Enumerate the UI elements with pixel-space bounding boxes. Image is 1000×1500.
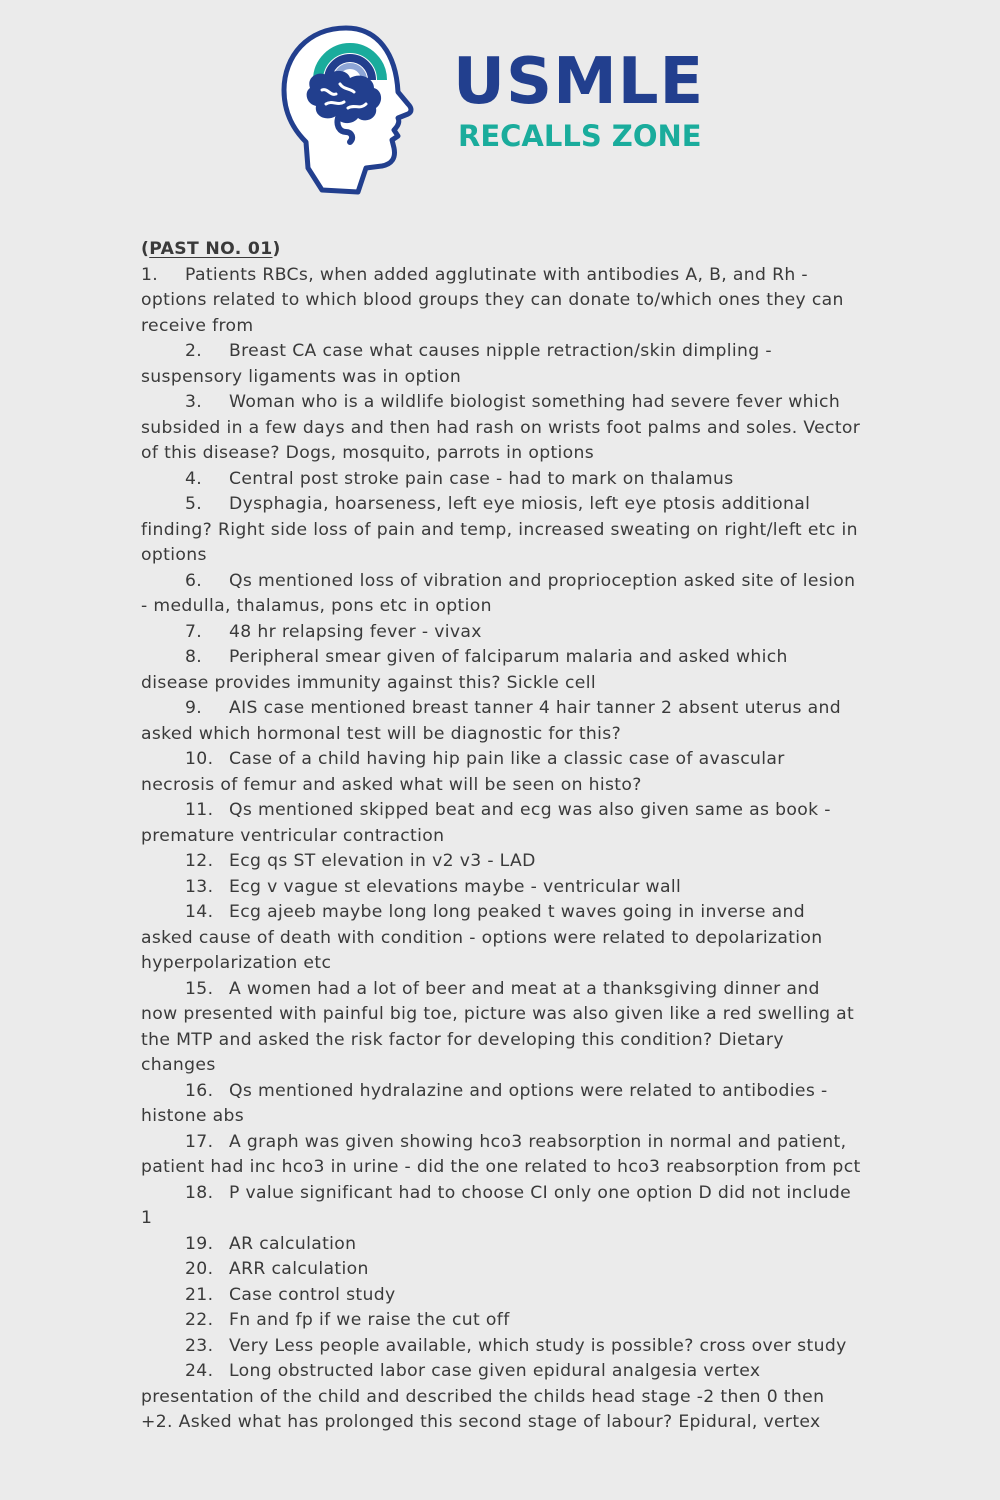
list-item (141, 1130, 861, 1181)
item-text: Ecg qs ST elevation in v2 v3 - LAD (229, 851, 536, 871)
list-item (141, 696, 861, 747)
list-item (141, 1283, 861, 1309)
page-title-label: PAST NO. 01 (149, 239, 273, 259)
item-text: Case of a child having hip pain like a classic case of avascular necrosis of femur and asked what will be seen on histo? (141, 749, 785, 795)
item-number: 15. (185, 978, 214, 999)
item-number: 19. (185, 1233, 214, 1254)
list-item (141, 875, 861, 901)
item-number: 1. (141, 264, 159, 285)
list-item (141, 900, 861, 977)
list-item (141, 1308, 861, 1334)
item-number: 2. (185, 341, 203, 361)
item-number: 20. (185, 1259, 214, 1279)
item-text: 48 hr relapsing fever - vivax (229, 621, 482, 642)
item-text: Long obstructed labor case given epidural analgesia vertex presentation of the child and described the childs head stage -2 then 0 then +2. Asked what has prolonged this second stage of labour? Epidural, vertex (141, 1361, 825, 1432)
list-item (141, 1334, 861, 1360)
list-item (141, 645, 861, 696)
item-number: 18. (185, 1182, 214, 1203)
list-item (141, 492, 861, 569)
item-text: AIS case mentioned breast tanner 4 hair tanner 2 absent uterus and asked which hormonal test will be diagnostic for this? (141, 698, 842, 744)
item-number: 7. (185, 621, 203, 642)
item-text: Fn and fp if we raise the cut off (229, 1310, 510, 1330)
document-body (141, 237, 861, 1436)
item-text: Patients RBCs, when added agglutinate with antibodies A, B, and Rh - options related to which blood groups they can donate to/which ones they can receive from (141, 264, 844, 336)
item-number: 11. (185, 800, 214, 820)
item-text: Ecg ajeeb maybe long long peaked t waves going in inverse and asked cause of death with condition - options were related to depolarization hyperpolarization etc (141, 902, 823, 973)
item-text: Qs mentioned skipped beat and ecg was also given same as book - premature ventricular contraction (141, 800, 831, 846)
item-number: 13. (185, 876, 214, 897)
list-item (141, 390, 861, 467)
item-text: ARR calculation (229, 1259, 369, 1279)
item-text: Breast CA case what causes nipple retraction/skin dimpling - suspensory ligaments was in option (141, 341, 772, 387)
list-item (141, 1079, 861, 1130)
item-text: Qs mentioned hydralazine and options were related to antibodies - histone abs (141, 1080, 828, 1126)
item-number: 23. (185, 1335, 214, 1356)
list-item (141, 263, 861, 340)
item-text: A women had a lot of beer and meat at a thanksgiving dinner and now presented with painful big toe, picture was also given like a red swelling at the MTP and asked the risk factor for developing this condition? Dietary changes (141, 978, 855, 1075)
list-item (141, 1181, 861, 1232)
page-title: (PAST NO. 01) (141, 239, 281, 259)
item-number: 24. (185, 1361, 214, 1381)
item-number: 8. (185, 647, 203, 667)
list-item (141, 977, 861, 1079)
item-number: 6. (185, 570, 203, 591)
item-number: 4. (185, 468, 203, 489)
item-text: Peripheral smear given of falciparum malaria and asked which disease provides immunity against this? Sickle cell (141, 647, 788, 693)
item-text: Case control study (229, 1284, 396, 1305)
item-number: 17. (185, 1131, 214, 1152)
item-text: A graph was given showing hco3 reabsorption in normal and patient, patient had inc hco3 in urine - did the one related to hco3 reabsorption from pct (141, 1131, 861, 1177)
item-text: Dysphagia, hoarseness, left eye miosis, left eye ptosis additional finding? Right side loss of pain and temp, increased sweating on right/left etc in options (141, 494, 858, 565)
item-text: Qs mentioned loss of vibration and proprioception asked site of lesion - medulla, thalamus, pons etc in option (141, 570, 856, 616)
item-number: 5. (185, 494, 203, 514)
item-text: Ecg v vague st elevations maybe - ventricular wall (229, 876, 682, 897)
item-text: Central post stroke pain case - had to mark on thalamus (229, 468, 734, 489)
list-item (141, 620, 861, 646)
list-item (141, 798, 861, 849)
brand-logo (278, 18, 728, 203)
list-item (141, 849, 861, 875)
item-number: 3. (185, 392, 203, 412)
item-number: 22. (185, 1310, 214, 1330)
brain-head-logo-icon (278, 18, 428, 203)
item-number: 10. (185, 749, 214, 769)
brand-title: USMLE (453, 45, 705, 119)
list-item (141, 1257, 861, 1283)
item-text: Woman who is a wildlife biologist something had severe fever which subsided in a few days and then had rash on wrists foot palms and soles. Vector of this disease? Dogs, mosquito, parrots in options (141, 392, 861, 463)
brand-subtitle: RECALLS ZONE (458, 119, 702, 153)
list-item (141, 747, 861, 798)
list-item (141, 339, 861, 390)
list-item (141, 569, 861, 620)
item-number: 16. (185, 1080, 214, 1101)
item-number: 14. (185, 902, 214, 922)
item-text: Very Less people available, which study is possible? cross over study (229, 1335, 847, 1356)
list-item (141, 1359, 861, 1436)
item-number: 9. (185, 698, 203, 718)
item-number: 12. (185, 851, 214, 871)
item-number: 21. (185, 1284, 214, 1305)
item-text: P value significant had to choose CI only one option D did not include 1 (141, 1182, 852, 1228)
list-item (141, 1232, 861, 1258)
item-text: AR calculation (229, 1233, 357, 1254)
question-list (141, 263, 861, 1436)
list-item (141, 467, 861, 493)
